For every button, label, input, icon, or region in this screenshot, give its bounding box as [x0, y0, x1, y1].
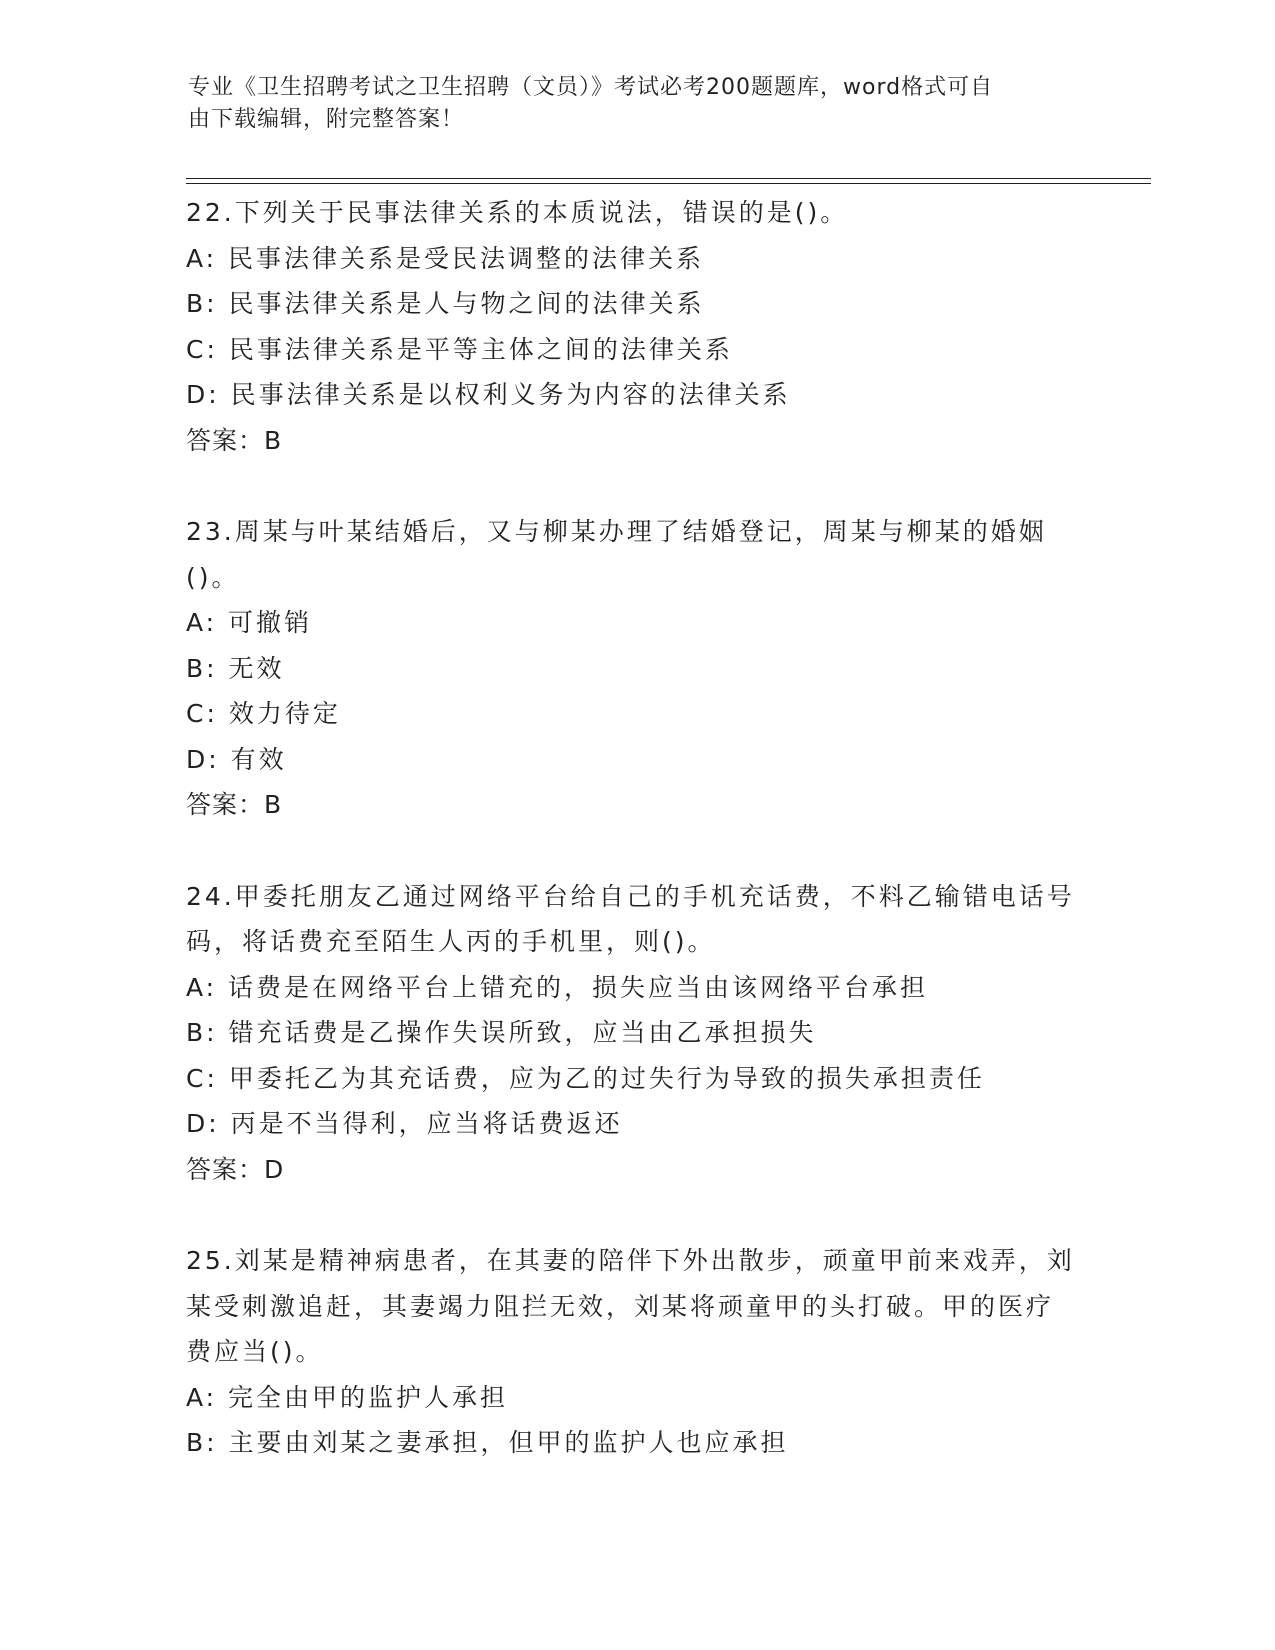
answer: 答案：D: [186, 1154, 285, 1184]
question-22: [186, 190, 1086, 463]
option-c: C: 民事法律关系是平等主体之间的法律关系: [186, 334, 733, 364]
option-b: B: 无效: [186, 653, 285, 683]
answer: 答案：B: [186, 790, 283, 819]
question-23: [186, 509, 1086, 828]
header-divider-bottom: [186, 183, 1151, 184]
question-24: [186, 874, 1086, 1193]
question-stem: 23.周某与叶某结婚后，又与柳某办理了结婚登记，周某与柳某的婚姻()。: [186, 517, 1047, 592]
option-d: D: 丙是不当得利，应当将话费返还: [186, 1109, 623, 1138]
option-c: C: 效力待定: [186, 699, 341, 728]
option-a: A: 民事法律关系是受民法调整的法律关系: [186, 243, 705, 273]
question-stem: 24.甲委托朋友乙通过网络平台给自己的手机充话费，不料乙输错电话号码，将话费充至陌生人丙的手机里，则()。: [186, 881, 1075, 956]
question-stem: 25.刘某是精神病患者，在其妻的陪伴下外出散步，顽童甲前来戏弄，刘某受刺激追赶，其妻竭力阻拦无效，刘某将顽童甲的头打破。甲的医疗费应当()。: [186, 1246, 1075, 1366]
document-header: [188, 72, 1068, 136]
header-divider-top: [186, 178, 1151, 179]
option-d: D: 有效: [186, 744, 287, 774]
option-b: B: 错充话费是乙操作失误所致，应当由乙承担损失: [186, 1018, 817, 1047]
question-list: [186, 190, 1086, 1512]
option-c: C: 甲委托乙为其充话费，应为乙的过失行为导致的损失承担责任: [186, 1063, 985, 1093]
option-a: A: 完全由甲的监护人承担: [186, 1382, 509, 1412]
option-d: D: 民事法律关系是以权利义务为内容的法律关系: [186, 380, 791, 409]
header-line-1: 专业《卫生招聘考试之卫生招聘（文员）》考试必考200题题库，word格式可自: [188, 75, 994, 100]
answer: 答案：B: [186, 425, 283, 455]
option-a: A: 可撤销: [186, 608, 313, 637]
option-a: A: 话费是在网络平台上错充的，损失应当由该网络平台承担: [186, 972, 929, 1002]
question-stem: 22.下列关于民事法律关系的本质说法，错误的是()。: [186, 198, 849, 227]
option-b: B: 民事法律关系是人与物之间的法律关系: [186, 289, 705, 318]
question-25: [186, 1238, 1086, 1466]
option-b: B: 主要由刘某之妻承担，但甲的监护人也应承担: [186, 1428, 789, 1457]
header-line-2: 由下载编辑，附完整答案！: [188, 107, 465, 132]
